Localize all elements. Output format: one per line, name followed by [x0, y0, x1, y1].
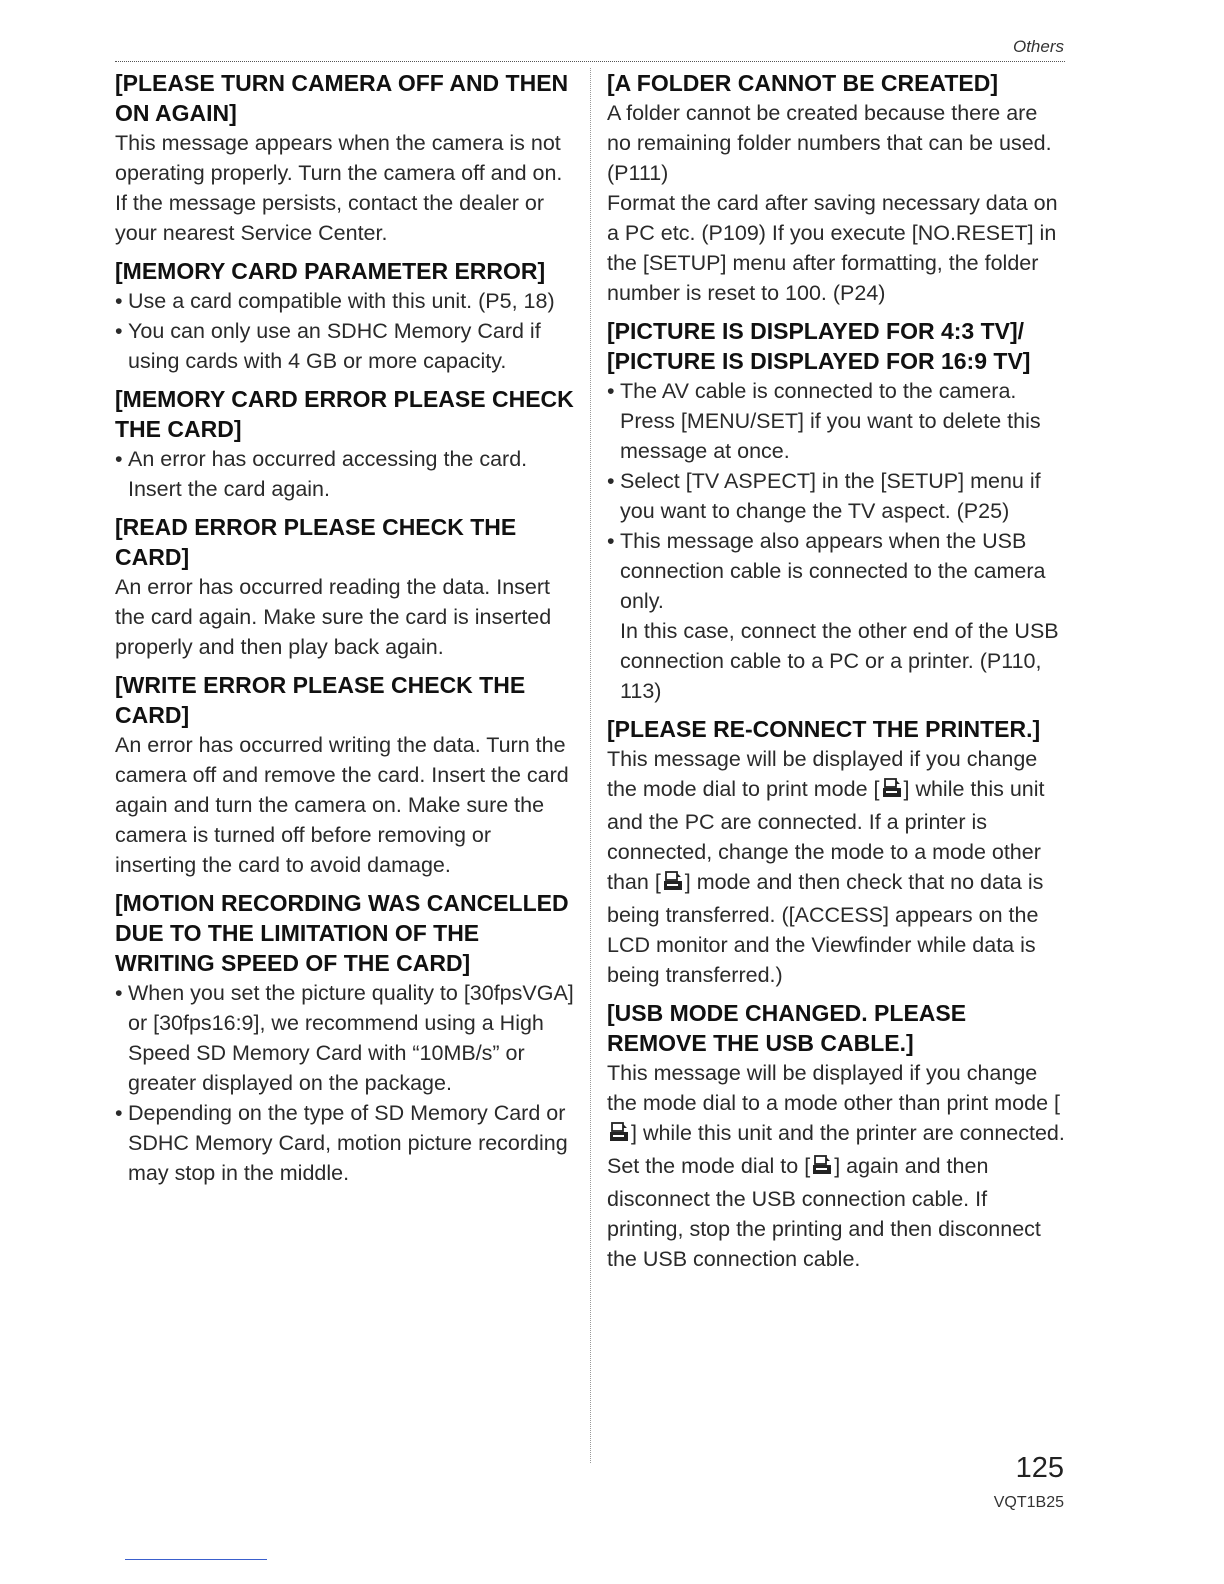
entry-write-error — [115, 670, 577, 880]
entry-title: [MEMORY CARD PARAMETER ERROR] — [115, 258, 546, 284]
column-divider — [590, 68, 591, 1463]
entry-title: [READ ERROR PLEASE CHECK THE CARD] — [115, 514, 517, 570]
entry-turn-camera-off — [115, 68, 577, 248]
entry-body: An error has occurred writing the data. Turn the camera off and remove the card. Insert the card again and turn the camera on. Make sure the camera is turned off before removing or inserting the card to avoid damage. — [115, 733, 569, 877]
entry-title: [MEMORY CARD ERROR PLEASE CHECK THE CARD] — [115, 386, 574, 442]
bullet-item: • Depending on the type of SD Memory Card or SDHC Memory Card, motion picture recording may stop in the middle. — [115, 1098, 577, 1188]
section-label: Others — [1012, 37, 1064, 56]
print-mode-icon — [881, 777, 903, 807]
entry-title: [A FOLDER CANNOT BE CREATED] — [607, 70, 998, 96]
bullet-list — [115, 286, 577, 376]
entry-folder-cannot-be-created — [607, 68, 1065, 308]
print-mode-icon — [811, 1154, 833, 1184]
entry-picture-displayed-tv — [607, 316, 1065, 706]
text-run: This message will be displayed if you change the mode dial to a mode other than print mode [ — [607, 1061, 1060, 1115]
entry-card-parameter-error — [115, 256, 577, 376]
entry-body: An error has occurred reading the data. Insert the card again. Make sure the card is inserted properly and then play back again. — [115, 575, 552, 659]
bullet-item: • When you set the picture quality to [30fpsVGA] or [30fps16:9], we recommend using a High Speed SD Memory Card with “10MB/s” or greater displayed on the package. — [115, 978, 577, 1098]
entry-body: Format the card after saving necessary data on a PC etc. (P109) If you execute [NO.RESET] in the [SETUP] menu after formatting, the folder number is reset to 100. (P24) — [607, 191, 1058, 305]
right-column — [607, 68, 1065, 1282]
text-run: ] again and then disconnect the USB connection cable. If printing, stop the printing and then disconnect the USB connection cable. — [607, 1154, 1041, 1271]
footer-rule — [125, 1559, 267, 1560]
text-run: Set the mode dial to [ — [607, 1154, 811, 1178]
text-run: This message will be displayed if you change the mode dial to print mode [ — [607, 747, 1038, 801]
entry-read-error — [115, 512, 577, 662]
bullet-item: • An error has occurred accessing the card. Insert the card again. — [115, 444, 577, 504]
bullet-item: • Select [TV ASPECT] in the [SETUP] menu if you want to change the TV aspect. (P25) — [607, 466, 1065, 526]
text-run: ] while this unit and the printer are connected. — [631, 1121, 1065, 1145]
bullet-list — [115, 444, 577, 504]
entry-motion-recording-cancelled — [115, 888, 577, 1188]
entry-title: [PLEASE RE-CONNECT THE PRINTER.] — [607, 716, 1041, 742]
entry-title: [USB MODE CHANGED. PLEASE REMOVE THE USB CABLE.] — [607, 1000, 967, 1056]
bullet-item — [607, 526, 1065, 706]
entry-reconnect-printer — [607, 714, 1065, 990]
entry-title: [WRITE ERROR PLEASE CHECK THE CARD] — [115, 672, 526, 728]
bullet-item: • The AV cable is connected to the camera. Press [MENU/SET] if you want to delete this message at once. — [607, 376, 1065, 466]
entry-body: A folder cannot be created because there are no remaining folder numbers that can be used. (P111) — [607, 101, 1052, 185]
bullet-list — [607, 376, 1065, 706]
model-code: VQT1B25 — [993, 1494, 1064, 1511]
entry-body — [607, 1151, 1065, 1274]
bullet-item: • You can only use an SDHC Memory Card if using cards with 4 GB or more capacity. — [115, 316, 577, 376]
print-mode-icon — [662, 870, 684, 900]
entry-body — [607, 1058, 1065, 1151]
entry-title: [PLEASE TURN CAMERA OFF AND THEN ON AGAIN] — [115, 70, 569, 126]
bullet-item: • Use a card compatible with this unit. (P5, 18) — [115, 286, 577, 316]
entry-usb-mode-changed — [607, 998, 1065, 1274]
bullet-text: This message also appears when the USB connection cable is connected to the camera only. — [620, 529, 1046, 613]
entry-body — [607, 744, 1065, 990]
entry-title: [MOTION RECORDING WAS CANCELLED DUE TO THE LIMITATION OF THE WRITING SPEED OF THE CARD] — [115, 890, 569, 976]
text-run: ] while this unit and the PC are connected. If a printer is connected, change the mode to a mode other than [ — [607, 777, 1045, 894]
page-number: 125 — [1015, 1452, 1064, 1484]
bullet-text: In this case, connect the other end of the USB connection cable to a PC or a printer. (P110, 113) — [620, 619, 1059, 703]
entry-memory-card-error — [115, 384, 577, 504]
left-column — [115, 68, 577, 1196]
header-rule — [115, 61, 1065, 62]
entry-title: [PICTURE IS DISPLAYED FOR 4:3 TV]/ [PICTURE IS DISPLAYED FOR 16:9 TV] — [607, 318, 1031, 374]
entry-body: This message appears when the camera is not operating properly. Turn the camera off and on. If the message persists, contact the dealer or your nearest Service Center. — [115, 131, 563, 245]
text-run: ] mode and then check that no data is being transferred. ([ACCESS] appears on the LCD monitor and the Viewfinder while data is being transferred.) — [607, 870, 1044, 987]
print-mode-icon — [608, 1121, 630, 1151]
bullet-list — [115, 978, 577, 1188]
